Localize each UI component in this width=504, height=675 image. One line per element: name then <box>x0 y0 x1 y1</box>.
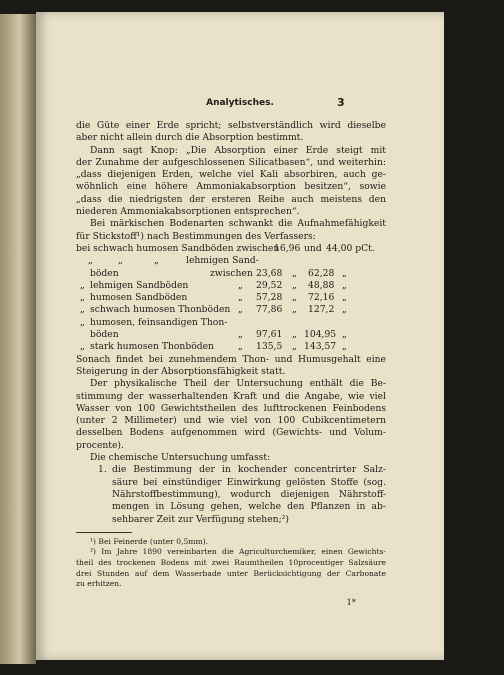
ditto-mark: „ <box>342 279 347 291</box>
row-label: humosen Sandböden <box>90 292 188 304</box>
text-line: säure bei einstündiger Einwirkung gelösten Stoffe (sog. <box>112 476 386 488</box>
table-row <box>76 255 386 267</box>
text-line: Wasser von 100 Gewichtstheilen des lufttrockenen Feinbodens <box>76 402 386 414</box>
table-row <box>76 292 386 304</box>
ditto-mark: „ <box>292 341 297 353</box>
ditto-mark: „ <box>342 292 347 304</box>
row-label: böden <box>90 329 119 341</box>
row-label: schwach humosen Thonböden <box>90 304 231 316</box>
running-header <box>36 96 444 110</box>
printer-signature: 1* <box>346 596 356 607</box>
value-max: 48,88 <box>308 279 335 291</box>
text-line: Der physikalische Theil der Untersuchung enthält die Be- <box>90 378 386 390</box>
value-min: 23,68 <box>256 267 283 279</box>
list-number: 1. <box>98 464 107 476</box>
value-max: 104,95 <box>304 329 337 341</box>
table-row <box>76 268 386 280</box>
text-line: die Bestimmung der in kochender concentrirter Salz- <box>112 464 386 476</box>
table-row <box>76 341 386 353</box>
footnote-line: theil des trockenen Bodens mit zwei Raumtheilen 10procentiger Salzsäure <box>76 557 386 567</box>
footnote-line: zu erhitzen. <box>76 579 122 589</box>
header-title: Analytisches. <box>206 98 274 108</box>
table-row <box>76 280 386 292</box>
text-line: Die chemische Untersuchung umfasst: <box>90 452 271 464</box>
text-line: stimmung der wasserhaltenden Kraft und die Angabe, wie viel <box>76 390 386 402</box>
ditto-mark: „ <box>342 329 347 341</box>
value-min: 16,96 <box>274 242 301 254</box>
value-min: 77,86 <box>256 304 283 316</box>
value-min: 135,5 <box>256 341 283 353</box>
value-max: 143,57 <box>304 341 337 353</box>
row-label: humosen, feinsandigen Thon- <box>90 316 228 328</box>
ditto-mark: „ <box>238 329 243 341</box>
text-line: der Zunahme der aufgeschlossenen Silicatbasen“, und weiterhin: <box>76 156 386 168</box>
ditto-mark: „ <box>154 255 159 267</box>
text-line: aber nicht allein durch die Absorption bestimmt. <box>76 132 304 144</box>
value-min: 57,28 <box>256 292 283 304</box>
ditto-mark: „ <box>292 329 297 341</box>
ditto-mark: „ <box>238 341 243 353</box>
table-row <box>76 243 386 255</box>
ditto-mark: „ <box>118 255 123 267</box>
value-min: 97,61 <box>256 329 283 341</box>
body-text <box>76 120 386 608</box>
ditto-mark: „ <box>88 255 93 267</box>
page-number: 3 <box>337 96 345 109</box>
text-line: (unter 2 Millimeter) und wie viel von 100 Cubikcentimetern <box>76 415 386 427</box>
text-line: mengen in Lösung gehen, welche den Pflanzen in ab- <box>112 501 386 513</box>
row-label: böden <box>90 267 119 279</box>
table-row <box>76 329 386 341</box>
footnote-line: ¹) Bei Feinerde (unter 0,5mm). <box>90 536 209 546</box>
absorption-table <box>76 243 386 354</box>
ditto-mark: „ <box>292 304 297 316</box>
text-line: „dass die niedrigsten der ersteren Reihe auch meistens den <box>76 193 386 205</box>
value-min: 29,52 <box>256 279 283 291</box>
ditto-mark: „ <box>238 292 243 304</box>
value-max: 127,2 <box>308 304 335 316</box>
connector: und <box>304 242 322 254</box>
row-label: lehmigen Sand- <box>186 255 259 267</box>
text-line: Sonach findet bei zunehmendem Thon- und Humusgehalt eine <box>76 353 386 365</box>
text-line: Nährstoffbestimmung), wodurch diejenigen Nährstoff- <box>112 488 386 500</box>
table-row <box>76 304 386 316</box>
ditto-mark: „ <box>292 267 297 279</box>
value-max: 44,00 pCt. <box>326 242 375 254</box>
text-line: „dass diejenigen Erden, welche viel Kali absorbiren, auch ge- <box>76 169 386 181</box>
row-label: lehmigen Sandböden <box>90 279 189 291</box>
text-line: procente). <box>76 439 124 451</box>
ditto-mark: „ <box>342 304 347 316</box>
text-line: Steigerung in der Absorptionsfähigkeit statt. <box>76 365 286 377</box>
ditto-mark: „ <box>80 292 85 304</box>
list-item <box>76 464 386 525</box>
ditto-mark: „ <box>238 279 243 291</box>
ditto-mark: „ <box>342 267 347 279</box>
ditto-mark: „ <box>80 316 85 328</box>
text-line: niederen Ammoniakabsorptionen entsprechen“. <box>76 206 300 218</box>
ditto-mark: „ <box>292 292 297 304</box>
text-line: Bei märkischen Bodenarten schwankt die Aufnahmefähigkeit <box>90 218 386 230</box>
text-line: für Stickstoff¹) nach Bestimmungen des Verfassers: <box>76 230 316 242</box>
footnote-divider <box>76 532 132 533</box>
ditto-mark: „ <box>342 341 347 353</box>
footnote-line: ²) Im Jahre 1890 vereinbarten die Agriculturchemiker, einen Gewichts- <box>90 547 386 557</box>
text-line: wöhnlich eine höhere Ammoniakabsorption besitzen“, sowie <box>76 181 386 193</box>
ditto-mark: „ <box>292 279 297 291</box>
book-page <box>36 12 444 660</box>
row-label: stark humosen Thonböden <box>90 341 214 353</box>
footnote-line: drei Stunden auf dem Wasserbade unter Berücksichtigung der Carbonate <box>76 568 386 578</box>
facing-page-edge <box>0 14 36 664</box>
footnotes <box>76 537 386 590</box>
value-max: 62,28 <box>308 267 335 279</box>
text-line: Dann sagt Knop: „Die Absorption einer Erde steigt mit <box>90 144 386 156</box>
value-max: 72,16 <box>308 292 335 304</box>
text-line: sehbarer Zeit zur Verfügung stehen;²) <box>112 513 289 525</box>
connector: zwischen <box>210 267 253 279</box>
ditto-mark: „ <box>80 341 85 353</box>
row-label: bei schwach humosen Sandböden zwischen <box>76 242 280 254</box>
ditto-mark: „ <box>238 304 243 316</box>
table-row <box>76 317 386 329</box>
ditto-mark: „ <box>80 279 85 291</box>
text-line: die Güte einer Erde spricht; selbstverständlich wird dieselbe <box>76 120 386 131</box>
ditto-mark: „ <box>80 304 85 316</box>
text-line: desselben Bodens aufgenommen wird (Gewichts- und Volum- <box>76 427 386 439</box>
